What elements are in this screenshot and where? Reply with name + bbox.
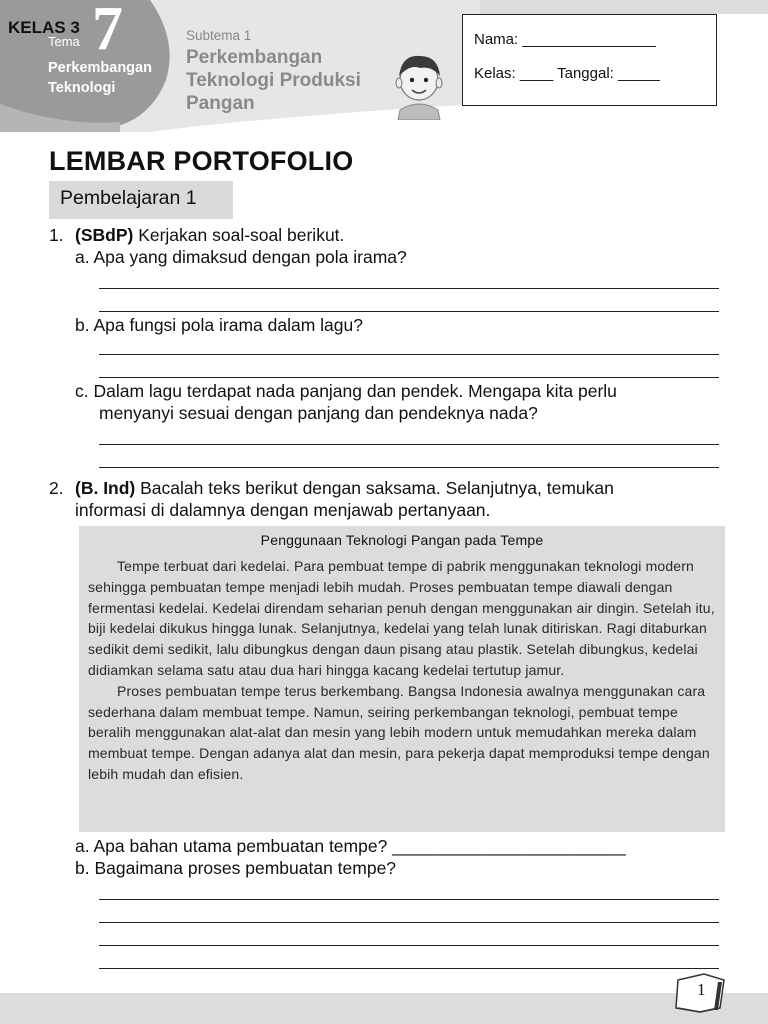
student-info-box <box>462 14 717 106</box>
question-2b: b. Bagaimana proses pembuatan tempe? <box>75 858 397 878</box>
answer-line[interactable] <box>99 444 719 445</box>
kelas-label: KELAS 3 <box>8 18 80 37</box>
passage-title: Penggunaan Teknologi Pangan pada Tempe <box>260 532 544 548</box>
boy-illustration-icon <box>390 50 448 120</box>
question-1-text: Kerjakan soal-soal berikut. <box>133 225 345 245</box>
answer-line[interactable] <box>99 467 719 468</box>
lesson-badge-label: Pembelajaran 1 <box>60 187 197 209</box>
subtema-title: Perkembangan Teknologi Produksi Pangan <box>186 47 361 114</box>
tema-number: 7 <box>92 0 123 63</box>
answer-line[interactable] <box>99 377 719 378</box>
tema-label: Tema <box>48 34 80 49</box>
answer-line[interactable] <box>99 968 719 969</box>
kelas-tanggal-field[interactable]: Kelas: ____ Tanggal: _____ <box>474 65 660 82</box>
question-1a: a. Apa yang dimaksud dengan pola irama? <box>75 247 407 267</box>
answer-line[interactable] <box>99 899 719 900</box>
subtema-label: Subtema 1 <box>186 28 252 43</box>
question-2-header <box>75 478 614 499</box>
question-1c-line1: c. Dalam lagu terdapat nada panjang dan pendek. Mengapa kita perlu <box>75 381 617 401</box>
question-2-tag: (B. Ind) <box>75 478 136 498</box>
answer-line[interactable] <box>99 288 719 289</box>
question-2-number: 2. <box>49 478 64 498</box>
page-number: 1 <box>697 980 706 999</box>
reading-passage <box>79 526 725 832</box>
passage-paragraph: Tempe terbuat dari kedelai. Para pembuat tempe di pabrik menggunakan teknologi modern sehingga pembuatan tempe menjadi lebih mudah. Proses pembuatan tempe diawali dengan fermentasi kedelai. Kedelai direndam seharian penuh dengan menggunakan air dingin. Setelah itu, biji kedelai dikukus hingga lunak. Selanjutnya, kedelai yang telah lunak ditiriskan. Ragi ditaburkan sedikit demi sedikit, lalu dibungkus dengan daun pisang atau plastik. Setelah dibungkus, kedelai didiamkan selama satu atau dua hari hingga kacang kedelai tertutup jamur. <box>88 558 715 678</box>
question-2-text-line2: informasi di dalamnya dengan menjawab pertanyaan. <box>75 500 491 520</box>
question-1-header <box>75 225 344 246</box>
answer-line[interactable] <box>99 922 719 923</box>
passage-paragraph: Proses pembuatan tempe terus berkembang. Bangsa Indonesia awalnya menggunakan cara sederhana dalam membuat tempe. Namun, seiring perkembangan teknologi, pembuat tempe beralih menggunakan alat-alat dan mesin yang lebih modern untuk memudahkan mereka dalam membuat tempe. Dengan adanya alat dan mesin, para pekerja dapat memproduksi tempe dengan lebih mudah dan efisien. <box>88 682 710 782</box>
question-1-number: 1. <box>49 225 64 245</box>
answer-line[interactable] <box>99 354 719 355</box>
question-1c-line2: menyanyi sesuai dengan panjang dan pendeknya nada? <box>99 403 538 423</box>
page-title: LEMBAR PORTOFOLIO <box>49 146 354 176</box>
answer-line[interactable] <box>99 945 719 946</box>
nama-field[interactable]: Nama: ________________ <box>474 31 656 48</box>
tema-title: Perkembangan Teknologi <box>48 60 152 96</box>
footer-band <box>0 993 768 1024</box>
lesson-badge <box>49 181 233 219</box>
answer-line[interactable] <box>99 311 719 312</box>
question-1b: b. Apa fungsi pola irama dalam lagu? <box>75 315 363 335</box>
question-1-tag: (SBdP) <box>75 225 134 245</box>
passage-body <box>88 556 720 785</box>
question-2a: a. Apa bahan utama pembuatan tempe? ________________________ <box>75 836 626 856</box>
question-2-text: Bacalah teks berikut dengan saksama. Selanjutnya, temukan <box>135 478 614 498</box>
